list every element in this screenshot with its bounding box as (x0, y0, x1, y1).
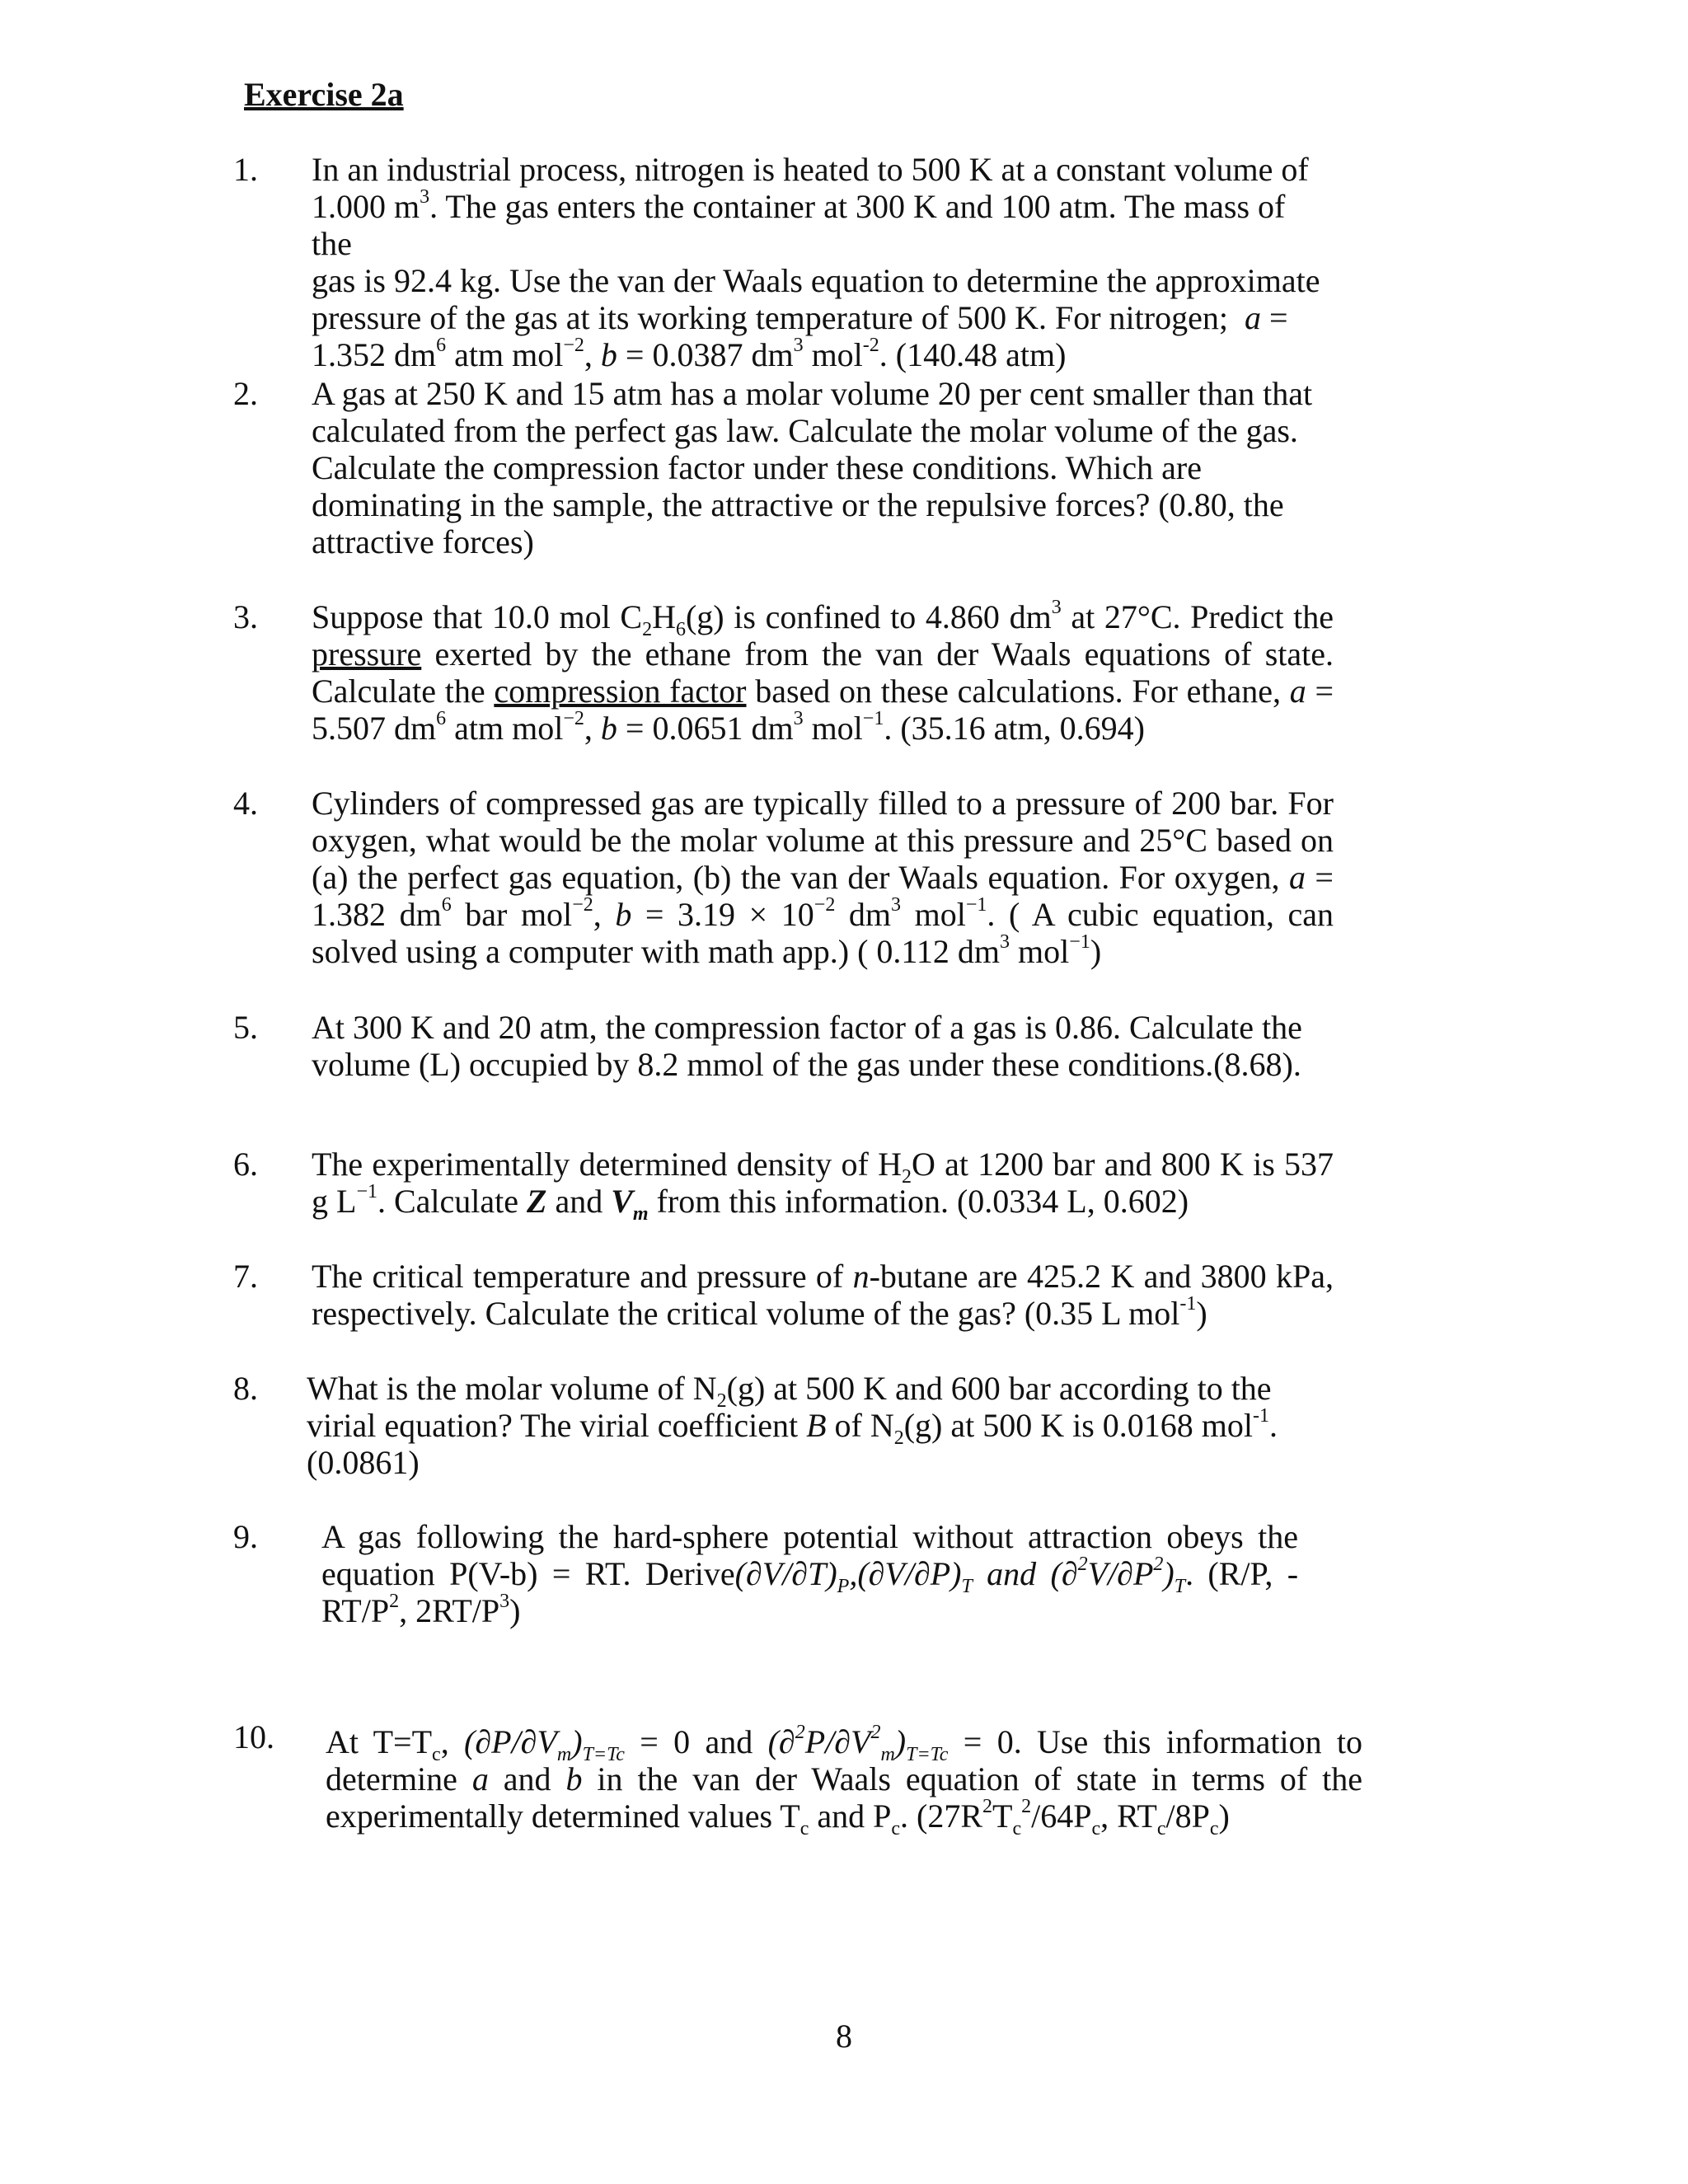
question-number: 8. (233, 1370, 258, 1407)
question-number: 6. (233, 1146, 258, 1183)
question-number: 5. (233, 1009, 258, 1046)
exercise-title: Exercise 2a (244, 76, 404, 113)
question-text (312, 151, 1334, 373)
equation: $(\partial V/\partial T)_P,(\partial V/\partial P)_T$ and $(\partial^2V/\partial P^2)_T$ (734, 1553, 1186, 1597)
question-number: 4. (233, 785, 258, 822)
question-text: At 300 K and 20 atm, the compression factor of a gas is 0.86. Calculate the volume (L) occupied by 8.2 mmol of the gas under these conditions.(8.68). (312, 1009, 1302, 1083)
answer: (0.0861) (307, 1444, 420, 1481)
page-number: 8 (836, 2018, 852, 2055)
question-number: 10. (233, 1718, 274, 1755)
question-number: 1. (233, 151, 258, 188)
line: 1.352 $dm^6$ atm mol$^{-2}$, b = 0.0387 $dm^3$ mol$^{-2}$. (140.48 atm) (312, 334, 1067, 373)
equation: $(\partial P/\partial V_m)_{T=Tc}$ (464, 1723, 625, 1765)
question-text: Cylinders of compressed gas are typically filled to a pressure of 200 bar. For oxygen, what would be the molar volume at this pressure and 25°C based on (a) the perfect gas equation, (b) the van der Waals equation. For oxygen, a = 1.382 $dm^6$ bar mol$^{-2}$, $b = 3.19 \times 10^{-2}$ $dm^3$ mol$^{-1}$. ( A cubic equation, can solved using a computer with math app.) ( 0.112 $dm^3$ mol$^{-1}$) (312, 785, 1334, 970)
question-text: The critical temperature and pressure of n-butane are 425.2 K and 3800 kPa, respectively. Calculate the critical volume of the gas? (0.35 L mol$^{-1}$) (312, 1258, 1334, 1332)
question-text: Suppose that 10.0 mol $C_2H_6(g)$ is confined to 4.860 $dm^3$ at 27°C. Predict the pressure exerted by the ethane from the van der Waals equations of state. Calculate the compression factor based on these calculations. For ethane, a = 5.507 $dm^6$ atm mol$^{-2}$, b = 0.0651 $dm^3$ mol$^{-1}$. (35.16 atm, 0.694) (312, 596, 1334, 747)
line: 1.000 $m^3$. The gas enters the container at 300 K and 100 atm. The mass of the (312, 185, 1286, 262)
question-number: 9. (233, 1518, 258, 1555)
line: pressure of the gas at its working temperature of 500 K. For nitrogen; a = (312, 299, 1288, 336)
question-text: The experimentally determined density of $H_2O$ at 1200 bar and 800 K is 537 g $L^{-1}$. Calculate Z and $V_m$ from this information. (0.0334 L, 0.602) (312, 1146, 1334, 1225)
question-text: At $T=T_c$, $(\partial P/\partial V_m)_{T=Tc} = 0$ and $(\partial^2P/\partial V^2_m)_{T=Tc} = 0$. Use this information to determine a and b in the van der Waals equation of state in terms of the experimentally determined values $T_c$ and $P_c$. ($27R^2T_c^2/64P_c$, $RT_c/8P_c$) (326, 1721, 1363, 1840)
question-text: A gas at 250 K and 15 atm has a molar volume 20 per cent smaller than that calculated from the perfect gas law. Calculate the molar volume of the gas. Calculate the compression factor under these conditions. Which are dominating in the sample, the attractive or the repulsive forces? (0.80, the attractive forces) (312, 375, 1313, 560)
question-number: 7. (233, 1258, 258, 1295)
line: gas is 92.4 kg. Use the van der Waals equation to determine the approximate (312, 262, 1320, 299)
question-number: 2. (233, 375, 258, 412)
line: In an industrial process, nitrogen is heated to 500 K at a constant volume of (312, 151, 1309, 188)
question-text: What is the molar volume of $N_2(g)$ at 500 K and 600 bar according to the virial equation? The virial coefficient B of $N_2(g)$ at 500 K is 0.0168 mol$^{-1}$. (0.0861) (307, 1370, 1304, 1481)
question-text: A gas following the hard-sphere potential without attraction obeys the equation P(V-b) = RT. $Derive(\partial V/\partial T)_P,(\partial V/\partial P)_T$ and $(\partial^2V/\partial P^2)_T$. (R/P, $-RT/P^2$, $2RT/P^3$) (321, 1518, 1299, 1629)
question-number: 3. (233, 598, 258, 635)
equation: $(\partial^2P/\partial V^2_m)_{T=Tc}$ (767, 1721, 949, 1765)
